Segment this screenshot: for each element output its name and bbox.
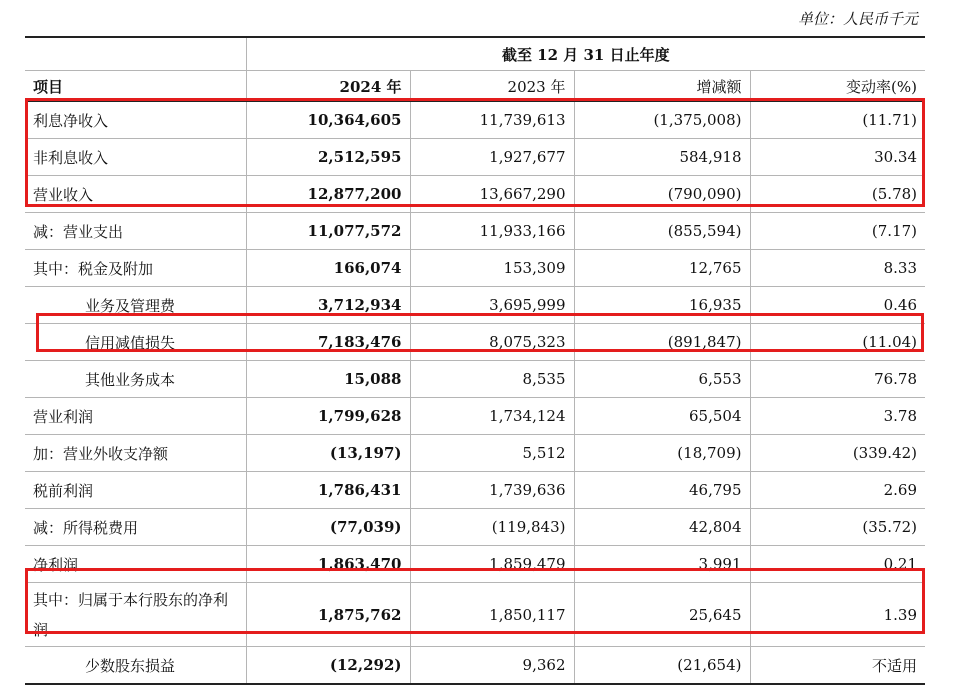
value-2024: 7,183,476 bbox=[246, 324, 410, 361]
value-2024: (12,292) bbox=[246, 647, 410, 685]
table-row bbox=[25, 647, 925, 685]
value-change: 46,795 bbox=[574, 472, 750, 509]
value-2023: 13,667,290 bbox=[410, 176, 574, 213]
table-row bbox=[25, 102, 925, 139]
value-change: 25,645 bbox=[574, 583, 750, 647]
value-2023: 153,309 bbox=[410, 250, 574, 287]
row-label: 业务及管理费 bbox=[25, 287, 246, 324]
value-rate: 2.69 bbox=[750, 472, 925, 509]
row-label: 其他业务成本 bbox=[25, 361, 246, 398]
row-label: 减：营业支出 bbox=[25, 213, 246, 250]
row-label: 营业利润 bbox=[25, 398, 246, 435]
value-2023: 3,695,999 bbox=[410, 287, 574, 324]
column-header-item: 项目 bbox=[25, 71, 246, 102]
row-label: 非利息收入 bbox=[25, 139, 246, 176]
value-change: 6,553 bbox=[574, 361, 750, 398]
row-label: 加：营业外收支净额 bbox=[25, 435, 246, 472]
value-change: 42,804 bbox=[574, 509, 750, 546]
value-2024: 166,074 bbox=[246, 250, 410, 287]
value-rate: (11.71) bbox=[750, 102, 925, 139]
value-change: (855,594) bbox=[574, 213, 750, 250]
value-rate: 不适用 bbox=[750, 647, 925, 685]
table-row bbox=[25, 361, 925, 398]
value-2024: 1,799,628 bbox=[246, 398, 410, 435]
value-2023: 11,739,613 bbox=[410, 102, 574, 139]
value-change: 3,991 bbox=[574, 546, 750, 583]
value-2024: 1,786,431 bbox=[246, 472, 410, 509]
value-2023: (119,843) bbox=[410, 509, 574, 546]
table-row bbox=[25, 324, 925, 361]
value-2024: 11,077,572 bbox=[246, 213, 410, 250]
row-label: 少数股东损益 bbox=[25, 647, 246, 685]
value-rate: 8.33 bbox=[750, 250, 925, 287]
value-2023: 1,859,479 bbox=[410, 546, 574, 583]
table-row bbox=[25, 250, 925, 287]
value-change: 584,918 bbox=[574, 139, 750, 176]
column-header-rate: 变动率(%) bbox=[750, 71, 925, 102]
value-rate: 0.46 bbox=[750, 287, 925, 324]
row-label: 减：所得税费用 bbox=[25, 509, 246, 546]
header-row-columns bbox=[25, 71, 925, 102]
value-2024: 15,088 bbox=[246, 361, 410, 398]
row-label: 利息净收入 bbox=[25, 102, 246, 139]
column-header-2024: 2024 年 bbox=[246, 71, 410, 102]
table-row bbox=[25, 176, 925, 213]
table-row bbox=[25, 213, 925, 250]
value-2023: 1,927,677 bbox=[410, 139, 574, 176]
value-2023: 11,933,166 bbox=[410, 213, 574, 250]
table-row bbox=[25, 287, 925, 324]
table-row bbox=[25, 435, 925, 472]
row-label: 税前利润 bbox=[25, 472, 246, 509]
row-label: 信用减值损失 bbox=[25, 324, 246, 361]
value-2023: 8,075,323 bbox=[410, 324, 574, 361]
value-change: 65,504 bbox=[574, 398, 750, 435]
unit-note: 单位：人民币千元 bbox=[797, 10, 918, 28]
value-2023: 8,535 bbox=[410, 361, 574, 398]
table-row bbox=[25, 509, 925, 546]
value-change: 16,935 bbox=[574, 287, 750, 324]
value-2023: 1,850,117 bbox=[410, 583, 574, 647]
value-rate: (339.42) bbox=[750, 435, 925, 472]
row-label: 净利润 bbox=[25, 546, 246, 583]
value-rate: (5.78) bbox=[750, 176, 925, 213]
table-row bbox=[25, 546, 925, 583]
value-change: (1,375,008) bbox=[574, 102, 750, 139]
header-row-period bbox=[25, 37, 925, 71]
value-rate: 30.34 bbox=[750, 139, 925, 176]
value-change: (790,090) bbox=[574, 176, 750, 213]
header-blank-cell bbox=[25, 37, 246, 71]
row-label: 其中：税金及附加 bbox=[25, 250, 246, 287]
value-2023: 1,739,636 bbox=[410, 472, 574, 509]
value-2024: 3,712,934 bbox=[246, 287, 410, 324]
value-2024: (77,039) bbox=[246, 509, 410, 546]
value-2023: 1,734,124 bbox=[410, 398, 574, 435]
table-row bbox=[25, 472, 925, 509]
value-2024: 12,877,200 bbox=[246, 176, 410, 213]
value-rate: 0.21 bbox=[750, 546, 925, 583]
table-row bbox=[25, 583, 925, 647]
value-2024: (13,197) bbox=[246, 435, 410, 472]
value-2023: 5,512 bbox=[410, 435, 574, 472]
period-header: 截至 12 月 31 日止年度 bbox=[246, 37, 925, 71]
value-change: (21,654) bbox=[574, 647, 750, 685]
income-statement-table bbox=[25, 36, 925, 685]
value-rate: (7.17) bbox=[750, 213, 925, 250]
table-row bbox=[25, 139, 925, 176]
row-label: 其中：归属于本行股东的净利润 bbox=[25, 583, 246, 647]
value-rate: 3.78 bbox=[750, 398, 925, 435]
value-rate: 1.39 bbox=[750, 583, 925, 647]
value-2024: 1,875,762 bbox=[246, 583, 410, 647]
column-header-2023: 2023 年 bbox=[410, 71, 574, 102]
value-rate: (11.04) bbox=[750, 324, 925, 361]
value-2024: 10,364,605 bbox=[246, 102, 410, 139]
value-change: 12,765 bbox=[574, 250, 750, 287]
value-change: (891,847) bbox=[574, 324, 750, 361]
value-rate: (35.72) bbox=[750, 509, 925, 546]
value-change: (18,709) bbox=[574, 435, 750, 472]
value-2024: 2,512,595 bbox=[246, 139, 410, 176]
row-label: 营业收入 bbox=[25, 176, 246, 213]
value-2023: 9,362 bbox=[410, 647, 574, 685]
value-2024: 1,863,470 bbox=[246, 546, 410, 583]
table-row bbox=[25, 398, 925, 435]
column-header-change: 增减额 bbox=[574, 71, 750, 102]
value-rate: 76.78 bbox=[750, 361, 925, 398]
